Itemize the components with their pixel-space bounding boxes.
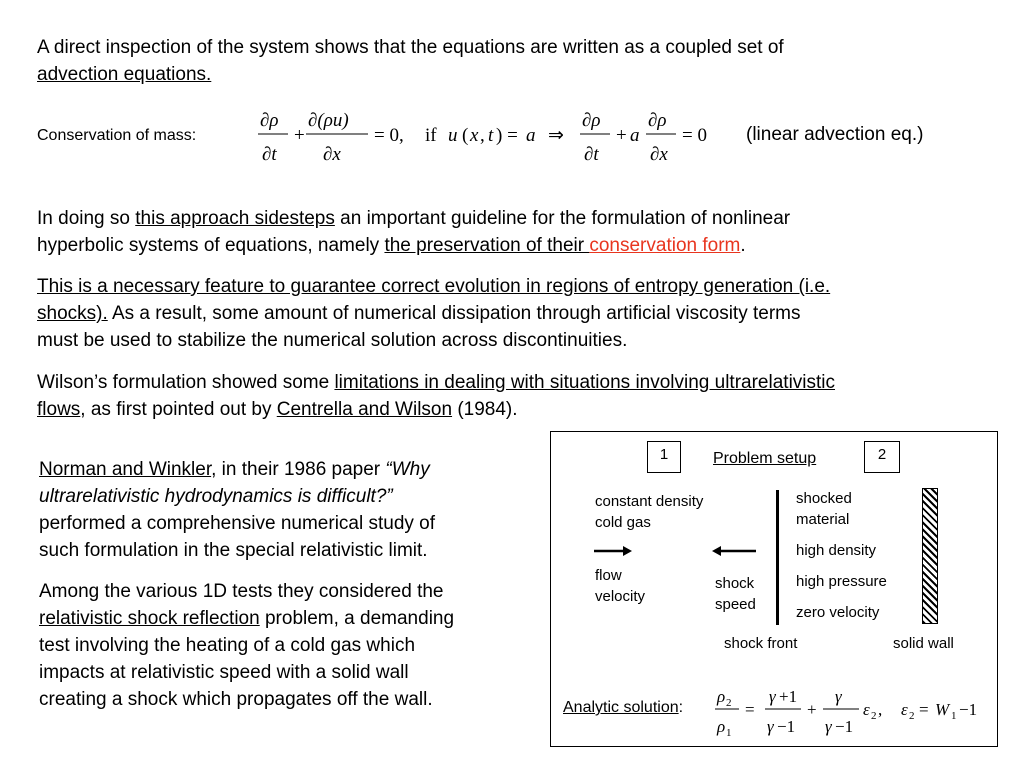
paragraph-2-line-2 — [37, 300, 800, 327]
shocked-label-2: material — [796, 511, 850, 528]
svg-text:a: a — [526, 125, 536, 146]
svg-text:∂x: ∂x — [650, 144, 668, 165]
shock-front-line — [776, 490, 779, 625]
region-1-box: 1 — [647, 441, 681, 473]
svg-text:γ: γ — [769, 687, 776, 706]
svg-text:ρ: ρ — [717, 717, 726, 736]
svg-text:1: 1 — [951, 710, 957, 722]
svg-text:,: , — [878, 700, 883, 719]
svg-text:−1: −1 — [777, 717, 796, 736]
svg-text:u: u — [448, 125, 458, 146]
svg-text:γ: γ — [767, 717, 774, 736]
paragraph-1-line-2 — [37, 232, 746, 259]
svg-text:= 0: = 0 — [682, 125, 707, 146]
text-span: Wilson’s formulation showed some — [37, 372, 335, 393]
text-span: hyperbolic systems of equations, namely — [37, 235, 385, 256]
left-p1-line-2 — [39, 483, 435, 510]
text-span: In doing so — [37, 208, 136, 229]
left-paragraph-1 — [39, 456, 435, 564]
svg-text:if: if — [425, 125, 437, 146]
svg-text:∂x: ∂x — [323, 144, 341, 165]
intro-line-2: advection equations. — [37, 64, 212, 85]
paragraph-1-line-1 — [37, 205, 790, 232]
paragraph-3-line-1 — [37, 369, 835, 396]
svg-text:1: 1 — [726, 727, 732, 739]
link-flows: flows — [37, 399, 81, 420]
flow-label-1: flow — [595, 567, 622, 584]
svg-text:2: 2 — [726, 697, 732, 709]
paper-title-part-1: “Why — [385, 459, 430, 480]
left-p1-line-1 — [39, 456, 435, 483]
svg-text:⇒: ⇒ — [548, 125, 564, 146]
text-span: . — [740, 235, 746, 256]
shock-speed-arrow — [711, 544, 757, 558]
region-2-box: 2 — [864, 441, 900, 473]
svg-text:ρ: ρ — [717, 687, 726, 706]
link-shock-reflection: relativistic shock reflection — [39, 608, 260, 629]
link-limitations: limitations in dealing with situations involving ultrarelativistic — [334, 372, 836, 393]
shock-front-label: shock front — [724, 635, 798, 652]
left-p2-line-1: Among the various 1D tests they considered the — [39, 581, 444, 602]
left-p1-line-4: such formulation in the special relativistic limit. — [39, 540, 428, 561]
problem-setup-title: Problem setup — [713, 450, 817, 467]
text-span: an important guideline for the formulation of nonlinear — [334, 208, 791, 229]
svg-text:∂(ρu): ∂(ρu) — [308, 110, 349, 131]
analytic-colon: : — [678, 699, 684, 716]
svg-text:= 0,: = 0, — [374, 125, 404, 146]
svg-text:+: + — [294, 125, 305, 146]
left-p2-line-3: test involving the heating of a cold gas which — [39, 635, 416, 656]
paragraph-2-line-1: This is a necessary feature to guarantee correct evolution in regions of entropy generation (i.e. — [37, 276, 831, 297]
link-approach-sidesteps: this approach sidesteps — [135, 208, 335, 229]
left-p2-line-5: creating a shock which propagates off the wall. — [39, 689, 433, 710]
text-span: problem, a demanding — [259, 608, 455, 629]
link-norman-winkler: Norman and Winkler — [39, 459, 212, 480]
svg-text:∂t: ∂t — [262, 144, 277, 165]
mass-conservation-equation — [250, 100, 730, 170]
left-paragraph-2 — [39, 578, 454, 713]
svg-text:∂ρ: ∂ρ — [648, 110, 667, 131]
analytic-label-text: Analytic solution — [563, 699, 679, 716]
problem-setup-panel — [550, 431, 998, 747]
svg-text:∂ρ: ∂ρ — [582, 110, 601, 131]
svg-text:γ: γ — [825, 717, 832, 736]
flow-label-2: velocity — [595, 588, 646, 605]
left-p1-line-3: performed a comprehensive numerical study of — [39, 513, 436, 534]
svg-text:x: x — [470, 125, 479, 146]
paragraph-3-line-2 — [37, 396, 518, 423]
text-span: , as first pointed out by — [80, 399, 277, 420]
linear-advection-note: (linear advection eq.) — [746, 124, 924, 145]
svg-text:W: W — [935, 700, 950, 719]
intro-line-1: A direct inspection of the system shows that the equations are written as a coupled set of — [37, 37, 784, 58]
svg-text:2: 2 — [909, 710, 915, 722]
svg-text:a: a — [630, 125, 640, 146]
text-span: , in their 1986 paper — [211, 459, 386, 480]
gas-label-2: cold gas — [595, 514, 651, 531]
solid-wall-graphic — [922, 488, 938, 624]
paper-title-part-2: ultrarelativistic hydrodynamics is difficult?” — [39, 486, 393, 507]
text-span: As a result, some amount of numerical dissipation through artificial viscosity terms — [107, 303, 801, 324]
svg-text:) =: ) = — [496, 125, 518, 146]
svg-text:t: t — [488, 125, 494, 146]
svg-text:ε: ε — [901, 700, 908, 719]
shocked-label-1: shocked — [796, 490, 852, 507]
link-centrella-wilson: Centrella and Wilson — [276, 399, 453, 420]
svg-text:+: + — [616, 125, 627, 146]
svg-text:γ: γ — [835, 687, 842, 706]
paragraph-2-line-3: must be used to stabilize the numerical solution across discontinuities. — [37, 330, 628, 351]
svg-text:−1: −1 — [835, 717, 854, 736]
link-conservation-form: conservation form — [589, 235, 741, 256]
analytic-solution-equation — [711, 682, 993, 740]
shock-label-1: shock — [715, 575, 755, 592]
gas-label-1: constant density — [595, 493, 704, 510]
text-span: (1984). — [452, 399, 518, 420]
solid-wall-label: solid wall — [893, 635, 954, 652]
svg-text:−1: −1 — [959, 700, 978, 719]
svg-text:+: + — [807, 700, 817, 719]
svg-text:+1: +1 — [779, 687, 798, 706]
left-p2-line-2 — [39, 605, 454, 632]
svg-text:=: = — [745, 700, 755, 719]
svg-text:2: 2 — [871, 710, 877, 722]
zero-velocity-label: zero velocity — [796, 604, 880, 621]
high-pressure-label: high pressure — [796, 573, 887, 590]
svg-text:ε: ε — [863, 700, 870, 719]
analytic-solution-label — [563, 698, 683, 718]
underlined-span: shocks). — [37, 303, 108, 324]
shock-label-2: speed — [715, 596, 756, 613]
svg-text:∂ρ: ∂ρ — [260, 110, 279, 131]
flow-velocity-arrow — [593, 544, 633, 558]
link-preservation: the preservation of their — [384, 235, 590, 256]
high-density-label: high density — [796, 542, 877, 559]
svg-text:,: , — [480, 125, 485, 146]
left-p2-line-4: impacts at relativistic speed with a solid wall — [39, 662, 409, 683]
svg-text:∂t: ∂t — [584, 144, 599, 165]
svg-text:=: = — [919, 700, 929, 719]
svg-text:(: ( — [462, 125, 469, 146]
conservation-label: Conservation of mass: — [37, 127, 197, 144]
